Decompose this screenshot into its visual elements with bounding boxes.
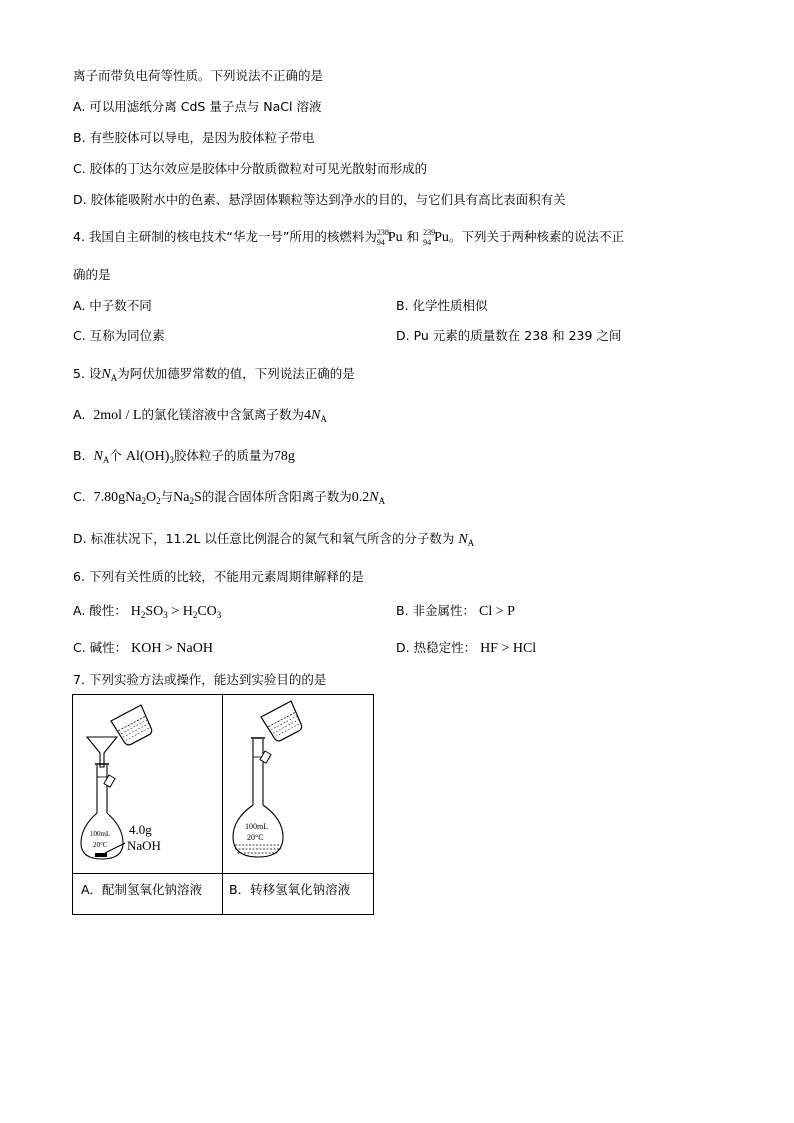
flask-a-volume: 100mL [90, 830, 111, 838]
q4-stem: 4. 我国自主研制的核电技术“华龙一号”所用的核燃料为 238 94 Pu 和 239 94 Pu。下列关于两种核素的说法不正 [73, 227, 624, 247]
caption-a: A．配制氢氧化钠溶液 [81, 882, 203, 897]
flask-a-temp: 20°C [93, 841, 108, 849]
volumetric-flask-funnel-diagram [73, 695, 222, 873]
q3-option-a: A. 可以用滤纸分离 CdS 量子点与 NaCl 溶液 [73, 99, 322, 114]
q4-option-a: A. 中子数不同 [73, 298, 152, 313]
q4-option-b: B. 化学性质相似 [396, 298, 488, 313]
funnel-icon [87, 737, 117, 767]
volumetric-flask-transfer-diagram [223, 695, 373, 873]
q3-option-b: B. 有些胶体可以导电，是因为胶体粒子带电 [73, 130, 315, 145]
q3-option-c: C. 胶体的丁达尔效应是胶体中分散质微粒对可见光散射而形成的 [73, 161, 428, 176]
q5-option-c: C. $7.80gNa_2O_2$与$Na_2S$的混合固体所含阳离子数为$0.2N_A$ [73, 489, 386, 506]
flask-b-temp: 20°C [247, 833, 264, 842]
naoh-label: NaOH [127, 838, 161, 853]
q4-option-c: C. 互称为同位素 [73, 328, 165, 343]
q6-option-d: D. 热稳定性： HF > HCl [396, 640, 537, 656]
q6-option-b: B. 非金属性： Cl > P [396, 603, 515, 619]
q4-stem-line2: 确的是 [73, 267, 111, 282]
q6-option-a: A. 酸性： $H_2SO_3 > H_2CO_3$ [73, 603, 222, 620]
q5-option-a: A. 2mol / L的氯化镁溶液中含氯离子数为$4N_A$ [73, 407, 327, 424]
naoh-solid-icon [95, 853, 107, 857]
isotope-pu239: 239 94 [423, 227, 436, 247]
flask-b-volume: 100mL [245, 822, 269, 831]
q7-stem: 7. 下列实验方法或操作，能达到实验目的的是 [73, 672, 327, 687]
q3-stem: 离子而带负电荷等性质。下列说法不正确的是 [73, 68, 324, 83]
caption-b: B．转移氢氧化钠溶液 [229, 882, 351, 897]
q5-option-d: D. 标准状况下，11.2L 以任意比例混合的氮气和氧气所含的分子数为 $N_A$ [73, 531, 475, 548]
naoh-mass-label: 4.0g [129, 822, 152, 837]
q4-stem-pre: 4. 我国自主研制的核电技术“华龙一号”所用的核燃料为 [73, 229, 377, 244]
beaker-icon [111, 705, 155, 747]
q6-option-c: C. 碱性： KOH > NaOH [73, 640, 213, 656]
q4-option-d: D. Pu 元素的质量数在 238 和 239 之间 [396, 328, 622, 343]
beaker-icon [261, 701, 305, 743]
q5-stem: 5. 设$N_A$为阿伏加德罗常数的值，下列说法正确的是 [73, 366, 355, 383]
q6-stem: 6. 下列有关性质的比较，不能用元素周期律解释的是 [73, 569, 364, 584]
q3-option-d: D. 胶体能吸附水中的色素、悬浮固体颗粒等达到净水的目的，与它们具有高比表面积有关 [73, 192, 566, 207]
q4-stem-post: 。下列关于两种核素的说法不正 [448, 229, 624, 244]
table-divider-horizontal [73, 873, 373, 874]
q5-option-b: B. $N_A$个 $Al(OH)_3$胶体粒子的质量为78g [73, 448, 295, 465]
isotope-pu238: 238 94 [376, 227, 389, 247]
experiment-figure-table [72, 694, 374, 915]
